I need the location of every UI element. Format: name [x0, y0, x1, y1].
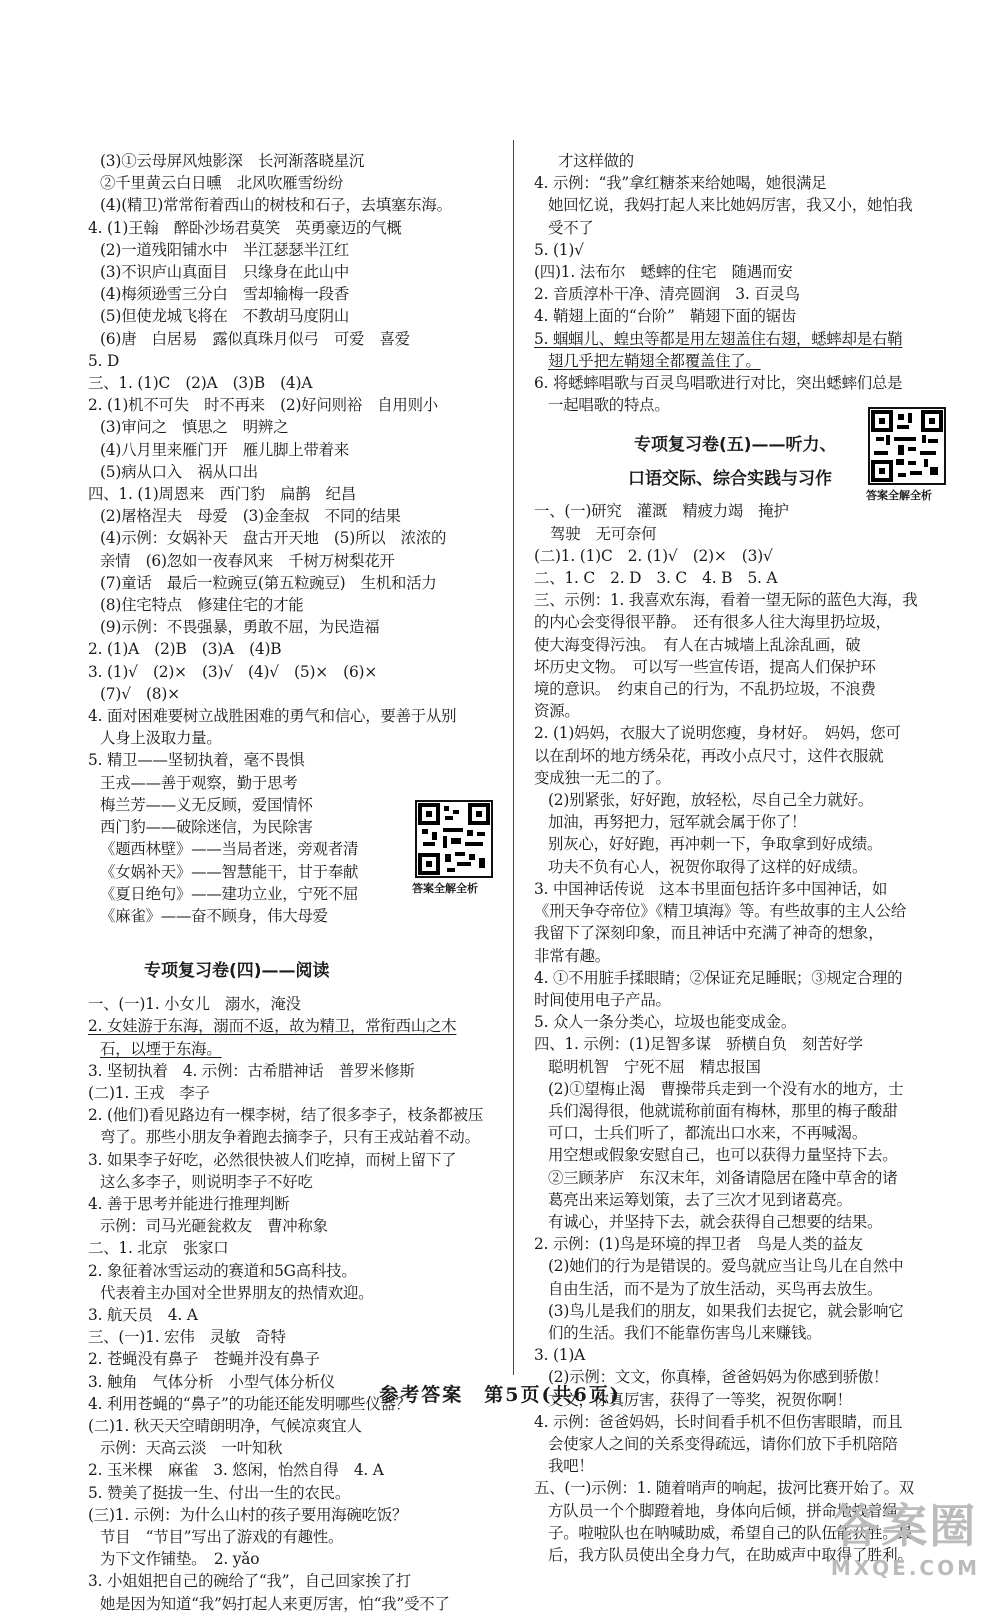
- answer-line: (二)1. 王戎 李子: [88, 1083, 210, 1102]
- answer-line: 5. 精卫——坚韧执着，毫不畏惧: [88, 751, 305, 770]
- answer-line: 为下文作铺垫。 2. yǎo: [100, 1550, 260, 1569]
- answer-line: 她是因为知道“我”妈打起人来更厉害，怕“我”受不了: [100, 1594, 450, 1613]
- answer-line: 代表着主办国对全世界朋友的热情欢迎。: [100, 1283, 374, 1302]
- answer-line: 4. ①不用脏手揉眼睛；②保证充足睡眠；③规定合理的: [534, 968, 903, 987]
- answer-line: 示例：天高云淡 一叶知秋: [100, 1439, 283, 1458]
- answer-line: 二、1. C 2. D 3. C 4. B 5. A: [534, 569, 778, 588]
- answer-line: 方队员一个个脚蹬着地，身体向后倾，拼命地拽着绳: [548, 1501, 898, 1520]
- answer-line: 三、1. (1)C (2)A (3)B (4)A: [88, 374, 313, 393]
- answer-line: (3)审问之 慎思之 明辨之: [100, 418, 289, 437]
- answer-line: 3. 航天员 4. A: [88, 1305, 198, 1324]
- answer-line: 加油，再努把力，冠军就会属于你了！: [548, 813, 807, 832]
- section-title-review-5-line2: 口语交际、综合实践与习作: [628, 469, 832, 490]
- watermark-title: 答案圈: [833, 1499, 978, 1553]
- answer-line: (3)鸟儿是我们的朋友，如果我们去捉它，就会影响它: [548, 1301, 904, 1320]
- answer-line: 2. 象征着冰雪运动的赛道和5G高科技。: [88, 1261, 357, 1280]
- answer-line: (4)八月里来雁门开 雁儿脚上带着来: [100, 440, 350, 459]
- answer-line: (2)一道残阳铺水中 半江瑟瑟半江红: [100, 240, 350, 259]
- answer-line: 坏历史文物。 可以写一些宣传语，提高人们保护环: [534, 657, 876, 676]
- answer-line: (三)1. 示例：为什么山村的孩子要用海碗吃饭？: [88, 1505, 408, 1524]
- answer-line: (9)示例：不畏强暴，勇敢不屈，为民造福: [100, 618, 380, 637]
- answer-line: 6. 将蟋蟀唱歌与百灵鸟唱歌进行对比，突出蟋蟀们总是: [534, 374, 903, 393]
- answer-line: (4)(精卫)常常衔着西山的树枝和石子，去填塞东海。: [100, 196, 452, 215]
- answer-line: (8)住宅特点 修建住宅的才能: [100, 596, 304, 615]
- answer-line: (3)不识庐山真面目 只缘身在此山中: [100, 263, 350, 282]
- answer-line: (5)但使龙城飞将在 不教胡马度阴山: [100, 307, 350, 326]
- answer-line: 兵们渴得很，他就谎称前面有梅林，那里的梅子酸甜: [548, 1101, 898, 1120]
- answer-line: (5)病从口入 祸从口出: [100, 462, 258, 481]
- answer-line: 2. 玉米棵 麻雀 3. 悠闲，怡然自得 4. A: [88, 1461, 384, 1480]
- answer-line: 受不了: [548, 218, 594, 237]
- answer-line: (2)屠格涅夫 母爱 (3)金奎叔 不同的结果: [100, 507, 401, 526]
- answer-line: 王戎——善于观察，勤于思考: [100, 773, 298, 792]
- answer-line: 4. 利用苍蝇的“鼻子”的功能还能发明哪些仪器？: [88, 1394, 411, 1413]
- answer-line: 葛亮出来运筹划策，去了三次才见到诸葛亮。: [548, 1190, 852, 1209]
- answer-line: (4)示例：女娲补天 盘古开天地 (5)所以 浓浓的: [100, 529, 447, 548]
- section-title-review-4: 专项复习卷(四)——阅读: [144, 961, 330, 982]
- left-answers-part2: [88, 993, 493, 1615]
- answer-line: (6)唐 白居易 露似真珠月似弓 可爱 喜爱: [100, 329, 410, 348]
- watermark-url: MXQE.COM: [830, 1556, 980, 1580]
- answer-line: (2)示例：文文，你真棒，爸爸妈妈为你感到骄傲！: [548, 1368, 889, 1387]
- answer-line: 示例：司马光砸瓮救友 曹冲称象: [100, 1217, 328, 1236]
- answer-line: 文文，你真厉害，获得了一等奖，祝贺你啊！: [548, 1390, 852, 1409]
- answer-line: 4. 示例：爸爸妈妈，长时间看手机不但伤害眼睛，而且: [534, 1412, 903, 1431]
- qr-caption: 答案全解全析: [412, 882, 478, 895]
- answer-line: 她回忆说，我妈打起人来比她妈厉害，我又小，她怕我: [548, 196, 913, 215]
- answer-line: (2)别紧张，好好跑，放轻松，尽自己全力就好。: [548, 791, 874, 810]
- answer-line: 我吧！: [548, 1457, 594, 1476]
- answer-line: 石，以堙于东海。: [100, 1039, 222, 1058]
- answer-line: 2. (1)机不可失 时不再来 (2)好问则裕 自用则小: [88, 396, 439, 415]
- answer-line: 3. (1)A: [534, 1346, 586, 1365]
- answer-line: 3. 触角 气体分析 小型气体分析仪: [88, 1372, 335, 1391]
- answer-line: 一、(一)研究 灌溉 精疲力竭 掩护: [534, 502, 789, 521]
- answer-line: 西门豹——破除迷信，为民除害: [100, 818, 313, 837]
- answer-line: 用空想或假象安慰自己，也可以获得力量坚持下去。: [548, 1146, 898, 1165]
- answer-line: (2)①望梅止渴 曹操带兵走到一个没有水的地方，士: [548, 1079, 904, 1098]
- answer-line: 才这样做的: [558, 152, 634, 170]
- answer-line: 节目 “节目”写出了游戏的有趣性。: [100, 1527, 344, 1546]
- answer-line: (2)她们的行为是错误的。爱鸟就应当让鸟儿在自然中: [548, 1257, 904, 1276]
- qr-code-icon[interactable]: [868, 407, 946, 485]
- answer-line: 5. 众人一条分类心，垃圾也能变成金。: [534, 1013, 797, 1032]
- answer-line: 聪明机智 宁死不屈 精忠报国: [548, 1057, 761, 1076]
- answer-line: 3. 中国神话传说 这本书里面包括许多中国神话，如: [534, 879, 888, 898]
- right-column: [534, 150, 976, 1566]
- answer-line: 一、(一)1. 小女儿 溺水，淹没: [88, 995, 301, 1014]
- answer-line: 5. (1)√: [534, 240, 584, 259]
- answer-line: 这么多李子，则说明李子不好吃: [100, 1172, 313, 1191]
- answer-line: 我留下了深刻印象，而且神话中充满了神奇的想象，: [534, 924, 884, 943]
- answer-line: 2. (他们)看见路边有一棵李树，结了很多李子，枝条都被压: [88, 1106, 484, 1125]
- answer-line: 3. 如果李子好吃，必然很快被人们吃掉，而树上留下了: [88, 1150, 457, 1169]
- answer-line: 4. 示例：“我”拿红糖茶来给她喝，她很满足: [534, 174, 827, 193]
- answer-line: 使大海变得污浊。 有人在古城墙上乱涂乱画，破: [534, 635, 861, 654]
- answer-line: 4. 面对困难要树立战胜困难的勇气和信心，要善于从别: [88, 707, 457, 726]
- answer-line: 们的生活。我们不能靠伤害鸟儿来赚钱。: [548, 1323, 822, 1342]
- answer-line: (7)童话 最后一粒豌豆(第五粒豌豆) 生机和活力: [100, 573, 437, 592]
- answer-line: 2. 音质淳朴干净、清亮圆润 3. 百灵鸟: [534, 285, 800, 304]
- qr-code-icon[interactable]: [415, 800, 493, 878]
- answer-line: 二、1. 北京 张家口: [88, 1239, 229, 1258]
- page-footer: 参考答案 第5页(共6页): [379, 1384, 621, 1406]
- answer-line: 变成独一无二的了。: [534, 768, 671, 787]
- left-section-header: [88, 931, 493, 993]
- answer-line: 梅兰芳——义无反顾，爱国情怀: [100, 795, 313, 814]
- answer-line: 有诚心，并坚持下去，就会获得自己想要的结果。: [548, 1212, 883, 1231]
- answer-line: 三、(一)1. 宏伟 灵敏 奇特: [88, 1328, 286, 1347]
- answer-line: 2. (1)A (2)B (3)A (4)B: [88, 640, 282, 659]
- answer-line: 三、示例：1. 我喜欢东海，看着一望无际的蓝色大海，我: [534, 591, 918, 610]
- answer-line: 一起唱歌的特点。: [548, 396, 670, 415]
- answer-line: ②千里黄云白日曛 北风吹雁雪纷纷: [100, 174, 344, 193]
- answer-line: 《刑天争夺帝位》《精卫填海》等。有些故事的主人公给: [534, 902, 907, 921]
- column-divider: [513, 140, 514, 1375]
- answer-line: 的内心会变得很平静。 还有很多人往大海里扔垃圾，: [534, 613, 891, 632]
- answer-line: 2. 苍蝇没有鼻子 苍蝇并没有鼻子: [88, 1350, 320, 1369]
- answer-line: 境的意识。 约束自己的行为，不乱扔垃圾，不浪费: [534, 680, 876, 699]
- answer-line: 五、(一)示例：1. 随着哨声的响起，拔河比赛开始了。双: [534, 1479, 914, 1498]
- answer-line: 非常有趣。: [534, 946, 610, 965]
- answer-line: (四)1. 法布尔 蟋蟀的住宅 随遇而安: [534, 263, 793, 282]
- answer-line: 3. 小姐姐把自己的碗给了“我”，自己回家挨了打: [88, 1572, 411, 1591]
- answer-line: (二)1. 秋天天空晴朗明净，气候凉爽宜人: [88, 1416, 362, 1435]
- answer-line: 5. D: [88, 351, 120, 370]
- answer-line: 翅几乎把左鞘翅全都覆盖住了。: [548, 351, 761, 370]
- answer-line: 会使家人之间的关系变得疏远，请你们放下手机陪陪: [548, 1434, 898, 1453]
- answer-line: 4. 鞘翅上面的“台阶” 鞘翅下面的锯齿: [534, 307, 797, 326]
- answer-line: 别灰心，好好跑，再冲刺一下，争取拿到好成绩。: [548, 835, 883, 854]
- answer-line: 2. 女娃游于东海，溺而不返，故为精卫，常衔西山之木: [88, 1017, 457, 1036]
- answer-line: 5. 蝈蝈儿、蝗虫等都是用左翅盖住右翅，蟋蟀却是右鞘: [534, 329, 903, 348]
- answer-line: 5. 赞美了挺拔一生、付出一生的农民。: [88, 1483, 351, 1502]
- answer-line: (7)√ (8)×: [100, 684, 180, 703]
- answer-line: 2. 示例：(1)鸟是环境的捍卫者 鸟是人类的益友: [534, 1235, 863, 1254]
- answer-line: (4)梅须逊雪三分白 雪却输梅一段香: [100, 285, 350, 304]
- answer-line: 亲情 (6)忽如一夜春风来 千树万树梨花开: [100, 551, 395, 570]
- right-answers-part1: [534, 150, 976, 416]
- answer-line: 时间使用电子产品。: [534, 990, 671, 1009]
- answer-line: 可口，士兵们听了，都流出口水来，不再喊渴。: [548, 1124, 868, 1143]
- answer-line: 4. (1)王翰 醉卧沙场君莫笑 英勇豪迈的气概: [88, 218, 402, 237]
- answer-line: 子。啦啦队也在呐喊助威，希望自己的队伍能获胜。最: [548, 1523, 913, 1542]
- answer-line: 4. 善于思考并能进行推理判断: [88, 1194, 290, 1213]
- answer-line: (二)1. (1)C 2. (1)√ (2)× (3)√: [534, 546, 773, 565]
- answer-line: 《夏日绝句》——建功立业，宁死不屈: [100, 884, 359, 903]
- answer-line: 3. (1)√ (2)× (3)√ (4)√ (5)× (6)×: [88, 662, 378, 681]
- answer-line: 后，我方队员使出全身力气，在助威声中取得了胜利。: [548, 1545, 913, 1564]
- answer-line: ②三顾茅庐 东汉末年，刘备请隐居在隆中草舍的诸: [548, 1168, 898, 1187]
- answer-line: 弯了。那些小朋友争着跑去摘李子，只有王戎站着不动。: [100, 1128, 480, 1147]
- answer-line: 以在刮坏的地方绣朵花，再改小点尺寸，这件衣服就: [534, 746, 884, 765]
- answer-line: 《题西林壁》——当局者迷，旁观者清: [100, 840, 359, 859]
- answer-line: 自由生活，而不是为了放生活动，买鸟再去放生。: [548, 1279, 883, 1298]
- answer-line: 四、1. (1)周恩来 西门豹 扁鹊 纪昌: [88, 485, 357, 504]
- answer-line: 3. 坚韧执着 4. 示例：古希腊神话 普罗米修斯: [88, 1061, 415, 1080]
- answer-line: 人身上汲取力量。: [100, 729, 222, 748]
- answer-line: 驾驶 无可奈何: [550, 524, 657, 543]
- answer-line: 资源。: [534, 702, 580, 721]
- answer-line: 四、1. 示例：(1)足智多谋 骄横自负 刻苦好学: [534, 1035, 863, 1054]
- answer-line: 《麻雀》——奋不顾身，伟大母爱: [100, 906, 328, 925]
- qr-caption: 答案全解全析: [866, 489, 932, 502]
- watermark-logo: [831, 1490, 980, 1580]
- answer-line: 功夫不负有心人，祝贺你取得了这样的好成绩。: [548, 857, 868, 876]
- section-title-review-5-line1: 专项复习卷(五)——听力、: [634, 435, 837, 456]
- answer-line: 2. (1)妈妈，衣服大了说明您瘦，身材好。 妈妈，您可: [534, 724, 901, 743]
- answer-line: 《女娲补天》——智慧能干，甘于奉献: [100, 862, 359, 881]
- answer-line: (3)①云母屏风烛影深 长河渐落晓星沉: [100, 152, 365, 170]
